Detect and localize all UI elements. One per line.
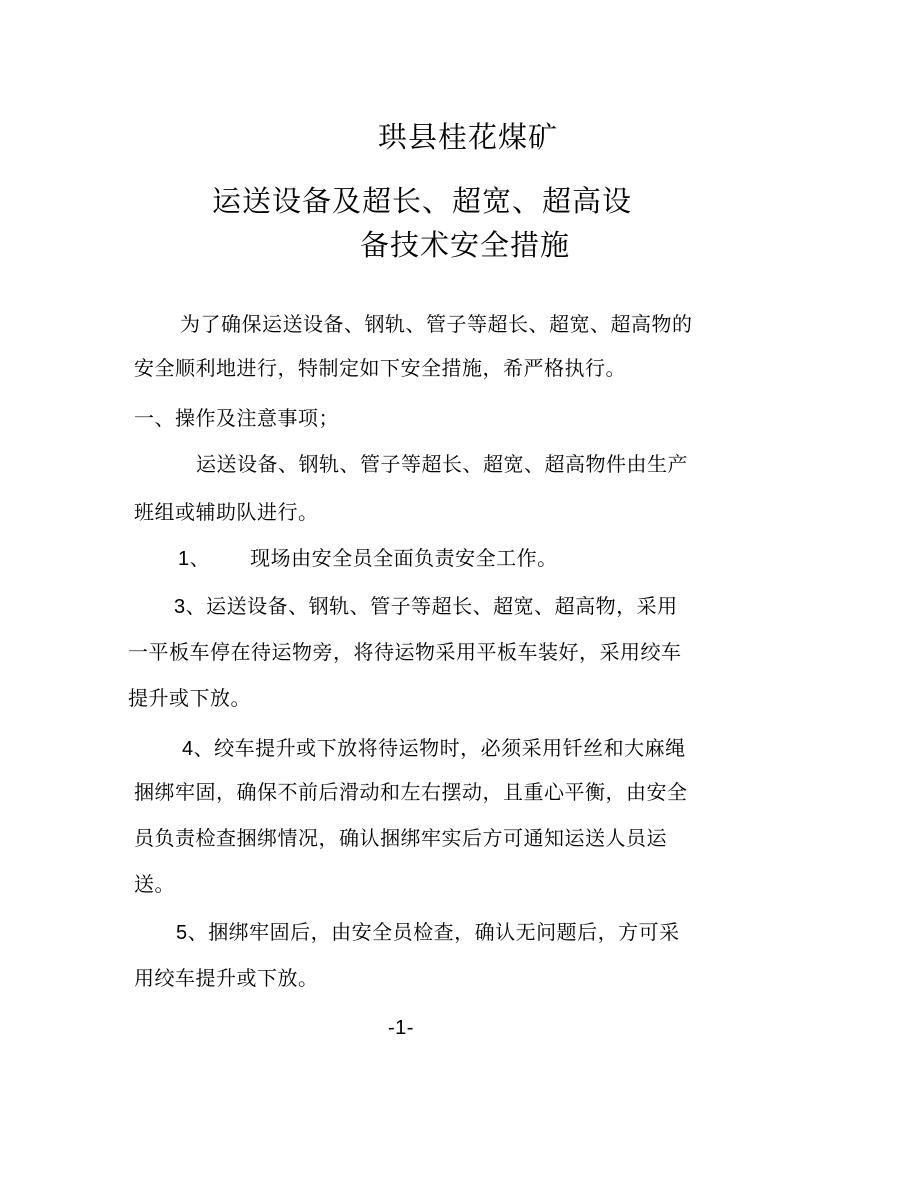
title-line-2: 备技术安全措施 <box>360 228 571 262</box>
para-a-line-2: 班组或辅助队进行。 <box>134 500 319 524</box>
para-a-line-1: 运送设备、钢轨、管子等超长、超宽、超高物件由生产 <box>196 452 688 476</box>
item-3-line-3: 提升或下放。 <box>128 686 251 710</box>
item-4-line-1 <box>182 734 686 763</box>
item-3-number: 3、 <box>174 596 207 618</box>
title-company: 珙县桂花煤矿 <box>378 120 559 154</box>
item-5-number: 5、 <box>176 922 209 944</box>
intro-line-1: 为了确保运送设备、钢轨、管子等超长、超宽、超高物的 <box>180 312 693 336</box>
item-1 <box>178 544 558 573</box>
item-4-text: 绞车提升或下放将待运物时，必须采用钎丝和大麻绳 <box>214 736 686 760</box>
item-5-text: 捆绑牢固后，由安全员检查，确认无问题后，方可采 <box>208 920 680 944</box>
item-1-number: 1、 <box>178 548 211 570</box>
title-line-1: 运送设备及超长、超宽、超高设 <box>212 184 633 218</box>
item-3-line-1 <box>174 592 678 621</box>
item-1-text: 现场由安全员全面负责安全工作。 <box>250 546 558 570</box>
item-3-text: 运送设备、钢轨、管子等超长、超宽、超高物，采用 <box>206 594 678 618</box>
item-4-line-3: 员负责检查捆绑情况，确认捆绑牢实后方可通知运送人员运 <box>134 826 667 850</box>
item-3-line-2: 一平板车停在待运物旁，将待运物采用平板车装好，采用绞车 <box>128 640 682 664</box>
item-5-line-1 <box>176 918 680 947</box>
item-4-number: 4、 <box>182 738 215 760</box>
page-number: -1- <box>388 1017 414 1039</box>
intro-line-2: 安全顺利地进行，特制定如下安全措施，希严格执行。 <box>134 356 626 380</box>
item-4-line-2: 捆绑牢固，确保不前后滑动和左右摆动，且重心平衡，由安全 <box>134 780 688 804</box>
section-heading: 一、操作及注意事项； <box>134 406 339 430</box>
item-5-line-2: 用绞车提升或下放。 <box>134 966 319 990</box>
item-4-line-4: 送。 <box>134 872 175 896</box>
